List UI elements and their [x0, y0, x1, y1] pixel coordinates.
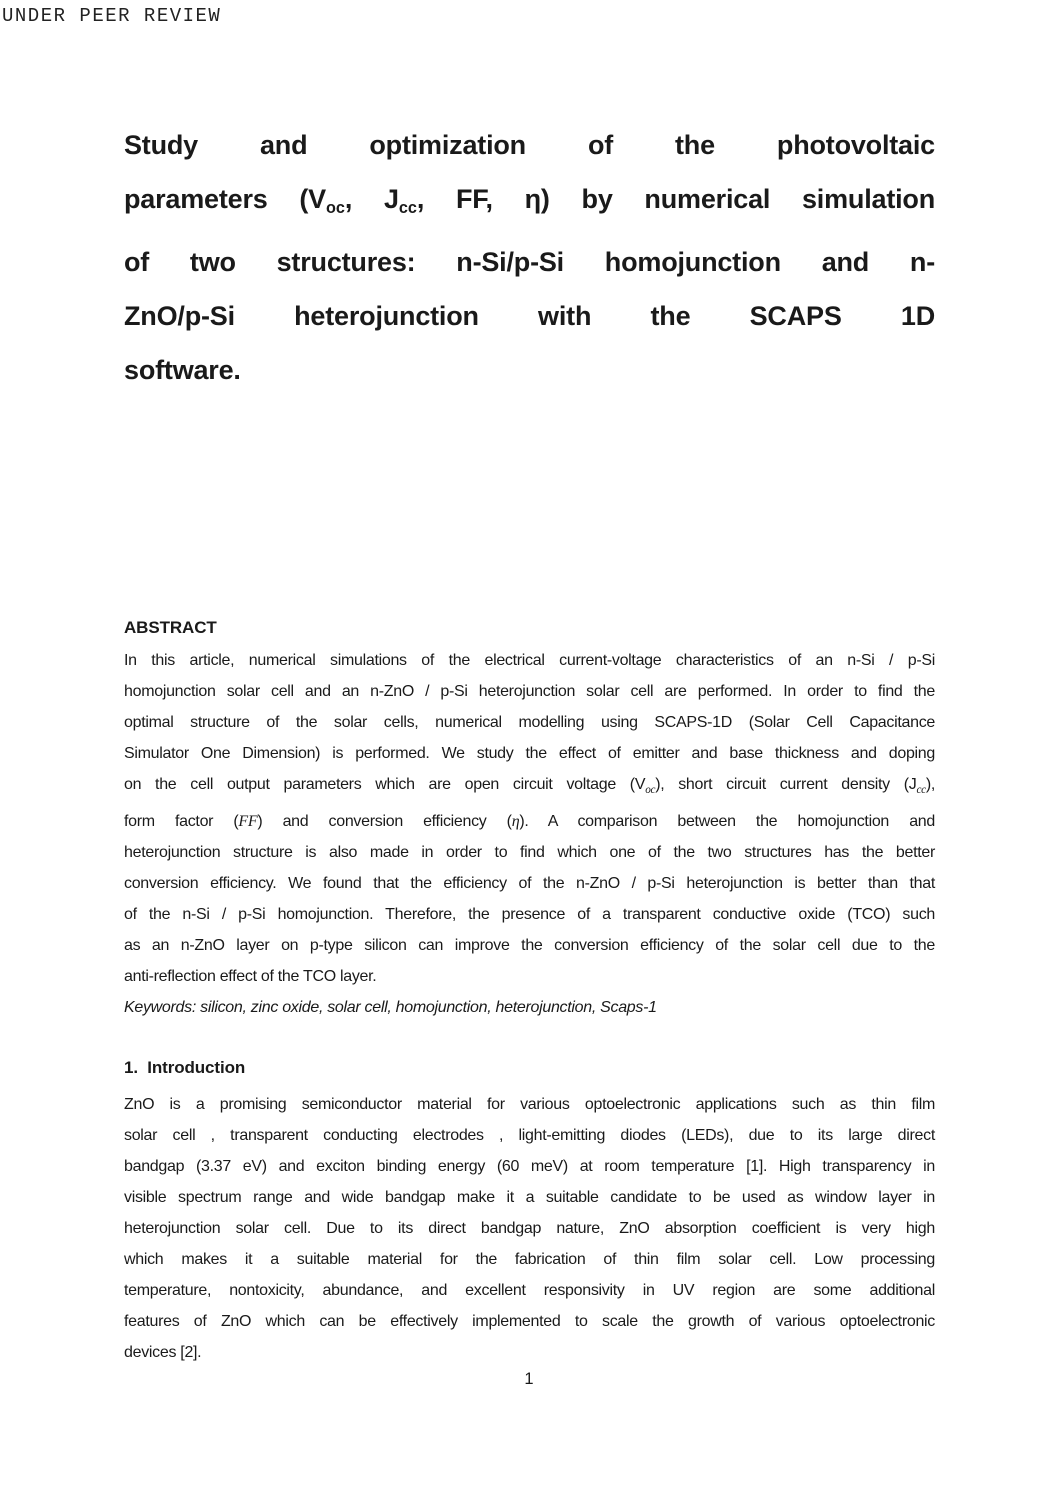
text-line: temperature, nontoxicity, abundance, and excellent responsivity in UV region are some additional: [124, 1282, 935, 1299]
text-line: heterojunction solar cell. Due to its direct bandgap nature, ZnO absorption coefficient is very high: [124, 1220, 935, 1237]
text-line: Keywords: silicon, zinc oxide, solar cell, homojunction, heterojunction, Scaps-1: [124, 999, 657, 1016]
text-line: visible spectrum range and wide bandgap make it a suitable candidate to be used as window layer in: [124, 1189, 935, 1206]
text-line: on the cell output parameters which are open circuit voltage $(V_{oc})$, short circuit current density $(J_{cc})$,: [124, 776, 935, 796]
text-line: software.: [124, 355, 241, 385]
text-line: form factor (FF) and conversion efficiency (η). A comparison between the homojunction and: [124, 813, 935, 830]
introduction-text: [124, 1089, 935, 1368]
text-line: Simulator One Dimension) is performed. We study the effect of emitter and base thickness and doping: [124, 745, 935, 762]
text-line: ZnO is a promising semiconductor material for various optoelectronic applications such as thin film: [124, 1096, 935, 1113]
text-line: features of ZnO which can be effectively implemented to scale the growth of various optoelectronic: [124, 1313, 935, 1330]
text-line: optimal structure of the solar cells, numerical modelling using SCAPS-1D (Solar Cell Capacitance: [124, 714, 935, 731]
abstract-heading: ABSTRACT: [124, 618, 217, 637]
page-number: 1: [524, 1370, 534, 1388]
text-line: solar cell , transparent conducting electrodes , light-emitting diodes (LEDs), due to its large direct: [124, 1127, 935, 1144]
text-line: conversion efficiency. We found that the efficiency of the n-ZnO / p-Si heterojunction is better than that: [124, 875, 935, 892]
text-line: bandgap (3.37 eV) and exciton binding energy (60 meV) at room temperature [1]. High transparency in: [124, 1158, 935, 1175]
peer-review-watermark: UNDER PEER REVIEW: [2, 5, 222, 27]
text-line: Study and optimization of the photovoltaic: [124, 130, 935, 160]
paper-title: [124, 118, 935, 397]
text-line: homojunction solar cell and an n-ZnO / p-Si heterojunction solar cell are performed. In order to find the: [124, 683, 935, 700]
text-line: devices [2].: [124, 1344, 202, 1361]
introduction-heading: 1. Introduction: [124, 1058, 246, 1077]
text-line: heterojunction structure is also made in order to find which one of the two structures has the better: [124, 844, 935, 861]
text-line: of the n-Si / p-Si homojunction. Therefore, the presence of a transparent conductive oxide (TCO) such: [124, 906, 935, 923]
text-line: parameters ($V_{oc}$, $J_{cc}$, FF, η) by numerical simulation: [124, 184, 935, 217]
text-line: as an n-ZnO layer on p-type silicon can improve the conversion efficiency of the solar cell due to the: [124, 937, 935, 954]
text-line: In this article, numerical simulations of the electrical current-voltage characteristics of an n-Si / p-Si: [124, 652, 935, 669]
text-line: which makes it a suitable material for the fabrication of thin film solar cell. Low processing: [124, 1251, 935, 1268]
text-line: anti-reflection effect of the TCO layer.: [124, 968, 377, 985]
text-line: of two structures: n-Si/p-Si homojunction and n-: [124, 247, 935, 277]
text-line: ZnO/p-Si heterojunction with the SCAPS 1D: [124, 301, 935, 331]
abstract-text: [124, 645, 935, 1023]
